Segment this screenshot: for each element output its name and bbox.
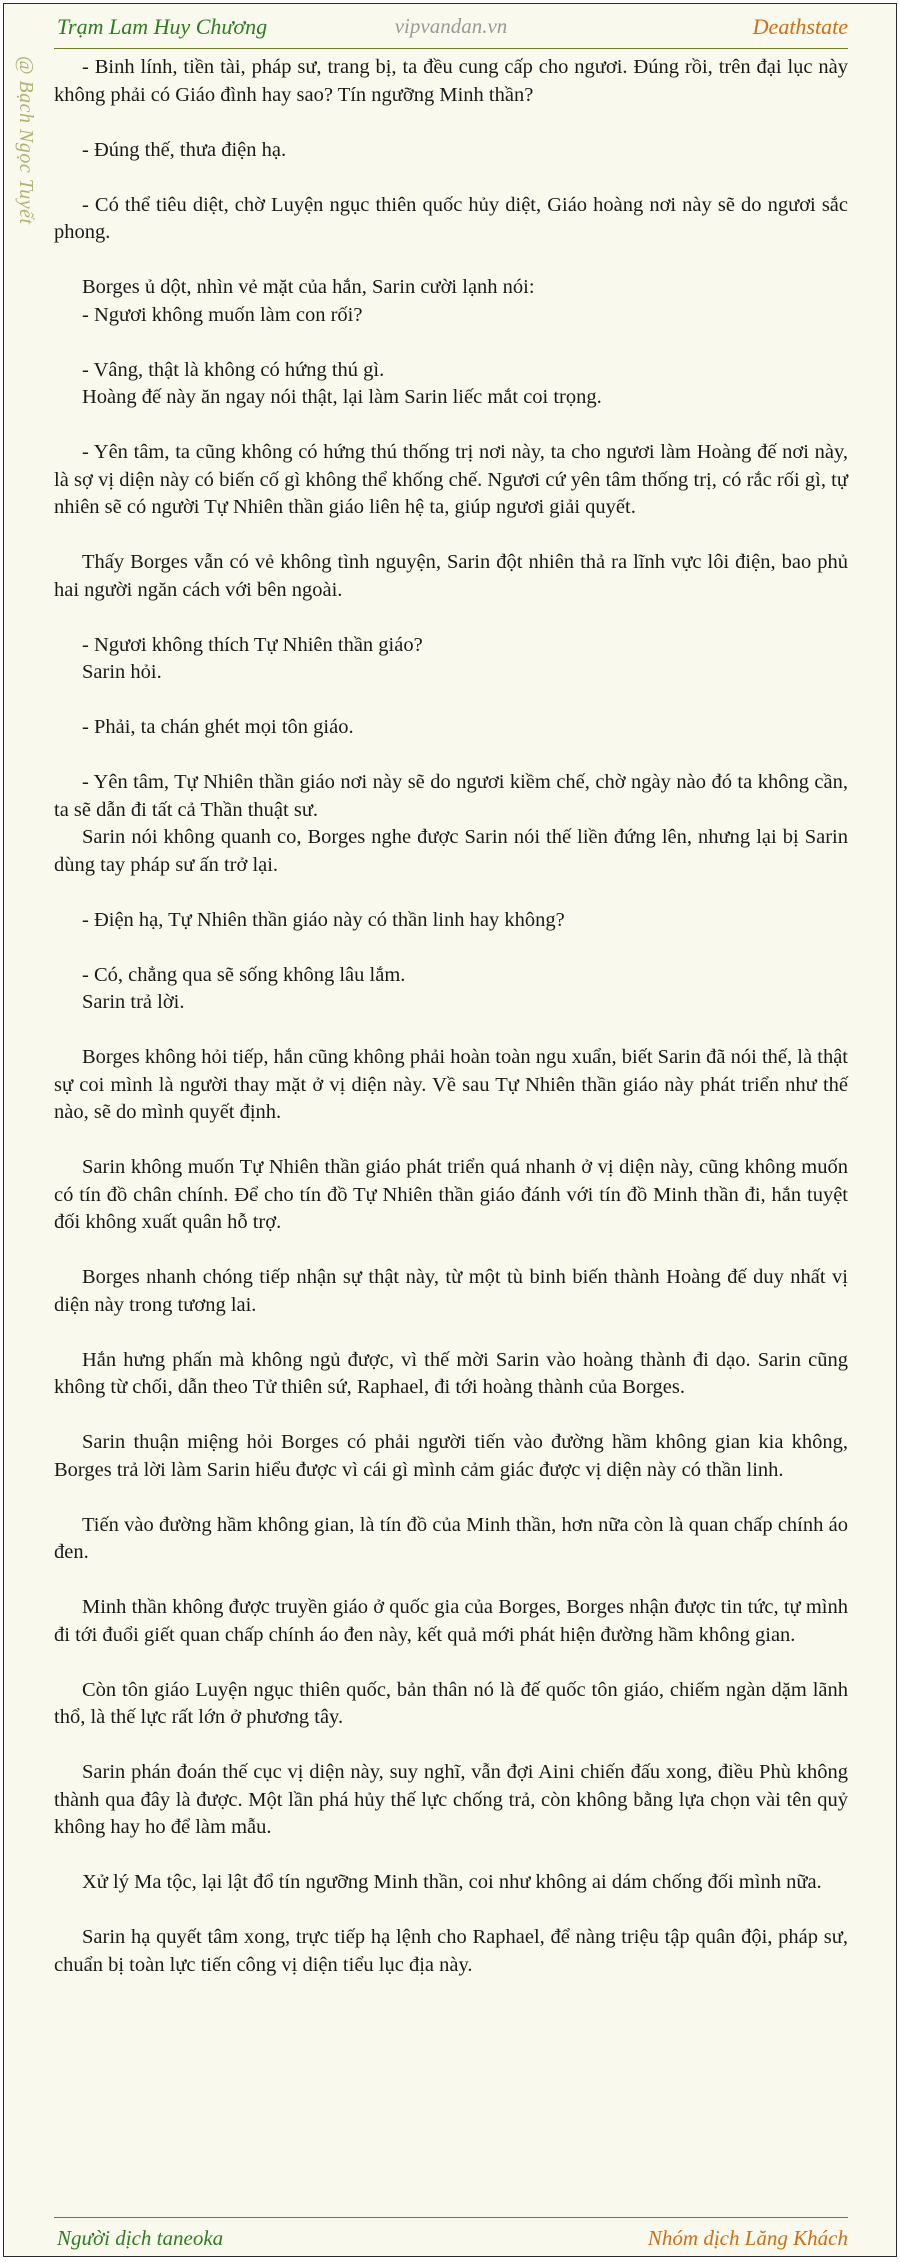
paragraph: Thấy Borges vẫn có vẻ không tình nguyện, Sarin đột nhiên thả ra lĩnh vực lôi điện, bao phủ hai người ngăn cách với bên ngoài. bbox=[54, 551, 848, 601]
paragraph: Tiến vào đường hầm không gian, là tín đồ của Minh thần, hơn nữa còn là quan chấp chính áo đen. bbox=[54, 1513, 848, 1563]
paragraph: Hắn hưng phấn mà không ngủ được, vì thế mời Sarin vào hoàng thành đi dạo. Sarin cũng không từ chối, dẫn theo Tử thiên sứ, Raphael, đi tới hoàng thành của Borges. bbox=[54, 1348, 848, 1398]
paragraph: - Điện hạ, Tự Nhiên thần giáo này có thần linh hay không? bbox=[82, 908, 565, 931]
paragraph: Sarin nói không quanh co, Borges nghe được Sarin nói thế liền đứng lên, nhưng lại bị Sarin dùng tay pháp sư ấn trở lại. bbox=[54, 826, 848, 876]
paragraph: Borges ủ dột, nhìn vẻ mặt của hắn, Sarin cười lạnh nói: bbox=[82, 276, 535, 298]
side-watermark: @ Bạch Ngọc Tuyết bbox=[15, 56, 37, 225]
paragraph: - Ngươi không thích Tự Nhiên thần giáo? bbox=[82, 633, 423, 656]
page-footer bbox=[54, 2217, 848, 2252]
paragraph: Minh thần không được truyền giáo ở quốc gia của Borges, Borges nhận được tin tức, tự mình đi tới đuổi giết quan chấp chính áo đen này, kết quả mới phát hiện đường hầm không gian. bbox=[54, 1596, 848, 1646]
paragraph: Borges không hỏi tiếp, hắn cũng không phải hoàn toàn ngu xuẩn, biết Sarin đã nói thế, là thật sự coi mình là người thay mặt ở vị diện này. Về sau Tự Nhiên thần giáo này phát triển như thế nào, sẽ do mình quyết định. bbox=[54, 1046, 848, 1123]
header-site-name: Trạm Lam Huy Chương bbox=[57, 14, 268, 39]
paragraph: - Vâng, thật là không có hứng thú gì. bbox=[82, 358, 385, 381]
paragraph: - Yên tâm, Tự Nhiên thần giáo nơi này sẽ do ngươi kiềm chế, chờ ngày nào đó ta không cần, ta sẽ dẫn đi tất cả Thần thuật sư. bbox=[54, 771, 848, 821]
paragraph: - Có thể tiêu diệt, chờ Luyện ngục thiên quốc hủy diệt, Giáo hoàng nơi này sẽ do ngươi sắc phong. bbox=[54, 193, 848, 243]
paragraph: - Binh lính, tiền tài, pháp sư, trang bị, ta đều cung cấp cho ngươi. Đúng rồi, trên đại lục này không phải có Giáo đình hay sao? Tín ngưỡng Minh thần? bbox=[54, 56, 848, 106]
paragraph: Sarin phán đoán thế cục vị diện này, suy nghĩ, vẫn đợi Aini chiến đấu xong, điều Phù không thành qua đây là được. Một lần phá hủy thế lực chống trả, còn không bằng lựa chọn vài tên quỷ không hay ho để làm mẫu. bbox=[54, 1761, 848, 1838]
paragraph: Sarin hỏi. bbox=[82, 661, 162, 683]
page-header bbox=[54, 14, 848, 49]
header-author: Deathstate bbox=[752, 14, 848, 39]
paragraph: - Đúng thế, thưa điện hạ. bbox=[82, 138, 287, 161]
header-website: vipvandan.vn bbox=[394, 14, 508, 38]
paragraph: Sarin không muốn Tự Nhiên thần giáo phát triển quá nhanh ở vị diện này, cũng không muốn có tín đồ chân chính. Để cho tín đồ Tự Nhiên thần giáo đánh với tín đồ Minh thần đi, hắn tuyệt đối không xuất quân hỗ trợ. bbox=[54, 1156, 848, 1233]
book-page bbox=[3, 3, 897, 2257]
paragraph: - Có, chẳng qua sẽ sống không lâu lắm. bbox=[82, 963, 406, 986]
story-content bbox=[54, 54, 848, 1979]
footer-translator: Người dịch taneoka bbox=[57, 2226, 224, 2250]
paragraph: - Yên tâm, ta cũng không có hứng thú thống trị nơi này, ta cho ngươi làm Hoàng đế nơi này, là sợ vị diện này có biến cố gì không thể khống chế. Ngươi cứ yên tâm thống trị, có rắc rối gì, tự nhiên sẽ có người Tự Nhiên thần giáo liên hệ ta, giúp ngươi giải quyết. bbox=[54, 441, 848, 518]
paragraph: - Ngươi không muốn làm con rối? bbox=[82, 303, 363, 326]
paragraph: Sarin thuận miệng hỏi Borges có phải người tiến vào đường hầm không gian kia không, Borges trả lời làm Sarin hiểu được vì cái gì mình cảm giác được vị diện này có thần linh. bbox=[54, 1431, 848, 1481]
paragraph: Hoàng đế này ăn ngay nói thật, lại làm Sarin liếc mắt coi trọng. bbox=[82, 386, 602, 408]
paragraph: - Phải, ta chán ghét mọi tôn giáo. bbox=[82, 716, 354, 738]
paragraph: Sarin hạ quyết tâm xong, trực tiếp hạ lệnh cho Raphael, để nàng triệu tập quân đội, pháp sư, chuẩn bị toàn lực tiến công vị diện tiểu lục địa này. bbox=[54, 1926, 848, 1976]
paragraph: Còn tôn giáo Luyện ngục thiên quốc, bản thân nó là đế quốc tôn giáo, chiếm ngàn dặm lãnh thổ, là thế lực rất lớn ở phương tây. bbox=[54, 1678, 848, 1728]
paragraph: Borges nhanh chóng tiếp nhận sự thật này, từ một tù binh biến thành Hoàng đế duy nhất vị diện này trong tương lai. bbox=[54, 1266, 848, 1316]
paragraph: Xử lý Ma tộc, lại lật đổ tín ngưỡng Minh thần, coi như không ai dám chống đối mình nữa. bbox=[82, 1871, 822, 1893]
footer-group: Nhóm dịch Lăng Khách bbox=[647, 2226, 848, 2250]
paragraph: Sarin trả lời. bbox=[82, 991, 185, 1013]
